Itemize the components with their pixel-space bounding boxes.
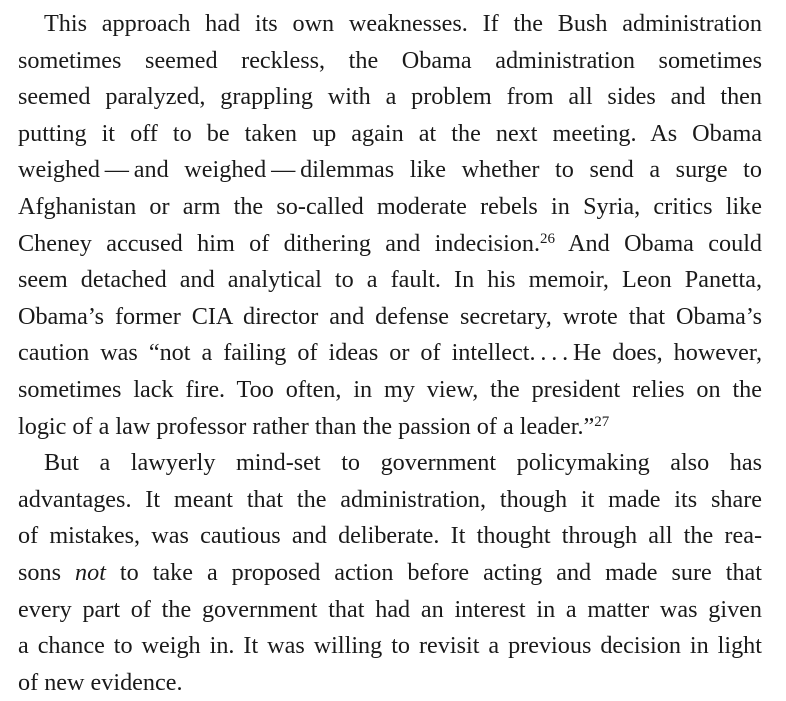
text-line: seemed paralyzed, grappling with a problem from all sides and then	[18, 83, 762, 111]
text-line	[18, 226, 762, 263]
text-run: And Obama could	[555, 229, 763, 257]
text-line: weighed — and weighed — dilemmas like whether to send a surge to	[18, 156, 762, 184]
footnote-marker-27[interactable]: 27	[594, 413, 610, 430]
text-line: Obama’s former CIA director and defense secretary, wrote that Obama’s	[18, 302, 762, 330]
text-line: of new evidence.	[18, 668, 183, 696]
emphasis-not: not	[75, 558, 106, 586]
paragraph-advantages	[18, 445, 762, 701]
text-line: putting it off to be taken up again at the next meeting. As Obama	[18, 119, 762, 147]
paragraph-weaknesses	[18, 6, 762, 445]
text-line: advantages. It meant that the administration, though it made its share	[18, 485, 762, 513]
text-line: caution was “not a failing of ideas or of intellect. . . . He does, however,	[18, 339, 762, 367]
text-line	[18, 555, 762, 592]
text-run: to take a proposed action before acting and made sure that	[105, 558, 763, 586]
text-line	[18, 409, 762, 446]
text-line: sometimes lack fire. Too often, in my view, the president relies on the	[18, 375, 762, 403]
text-line: This approach had its own weaknesses. If the Bush administration	[44, 10, 762, 37]
text-line: every part of the government that had an interest in a matter was given	[18, 595, 762, 623]
text-line: Afghanistan or arm the so-called moderate rebels in Syria, critics like	[18, 192, 762, 220]
book-page-text	[18, 6, 762, 701]
text-run: sons	[18, 558, 75, 586]
text-line: seem detached and analytical to a fault. In his memoir, Leon Panetta,	[18, 266, 762, 294]
text-line: But a lawyerly mind-set to government policymaking also has	[44, 449, 762, 477]
text-line: of mistakes, was cautious and deliberate. It thought through all the rea-	[18, 522, 762, 550]
text-line: sometimes seemed reckless, the Obama administration sometimes	[18, 46, 762, 74]
text-run: Cheney accused him of dithering and indecision.	[18, 229, 541, 257]
text-line: a chance to weigh in. It was willing to revisit a previous decision in light	[18, 632, 762, 660]
footnote-marker-26[interactable]: 26	[540, 230, 556, 247]
text-run: logic of a law professor rather than the passion of a leader.”	[18, 412, 595, 440]
